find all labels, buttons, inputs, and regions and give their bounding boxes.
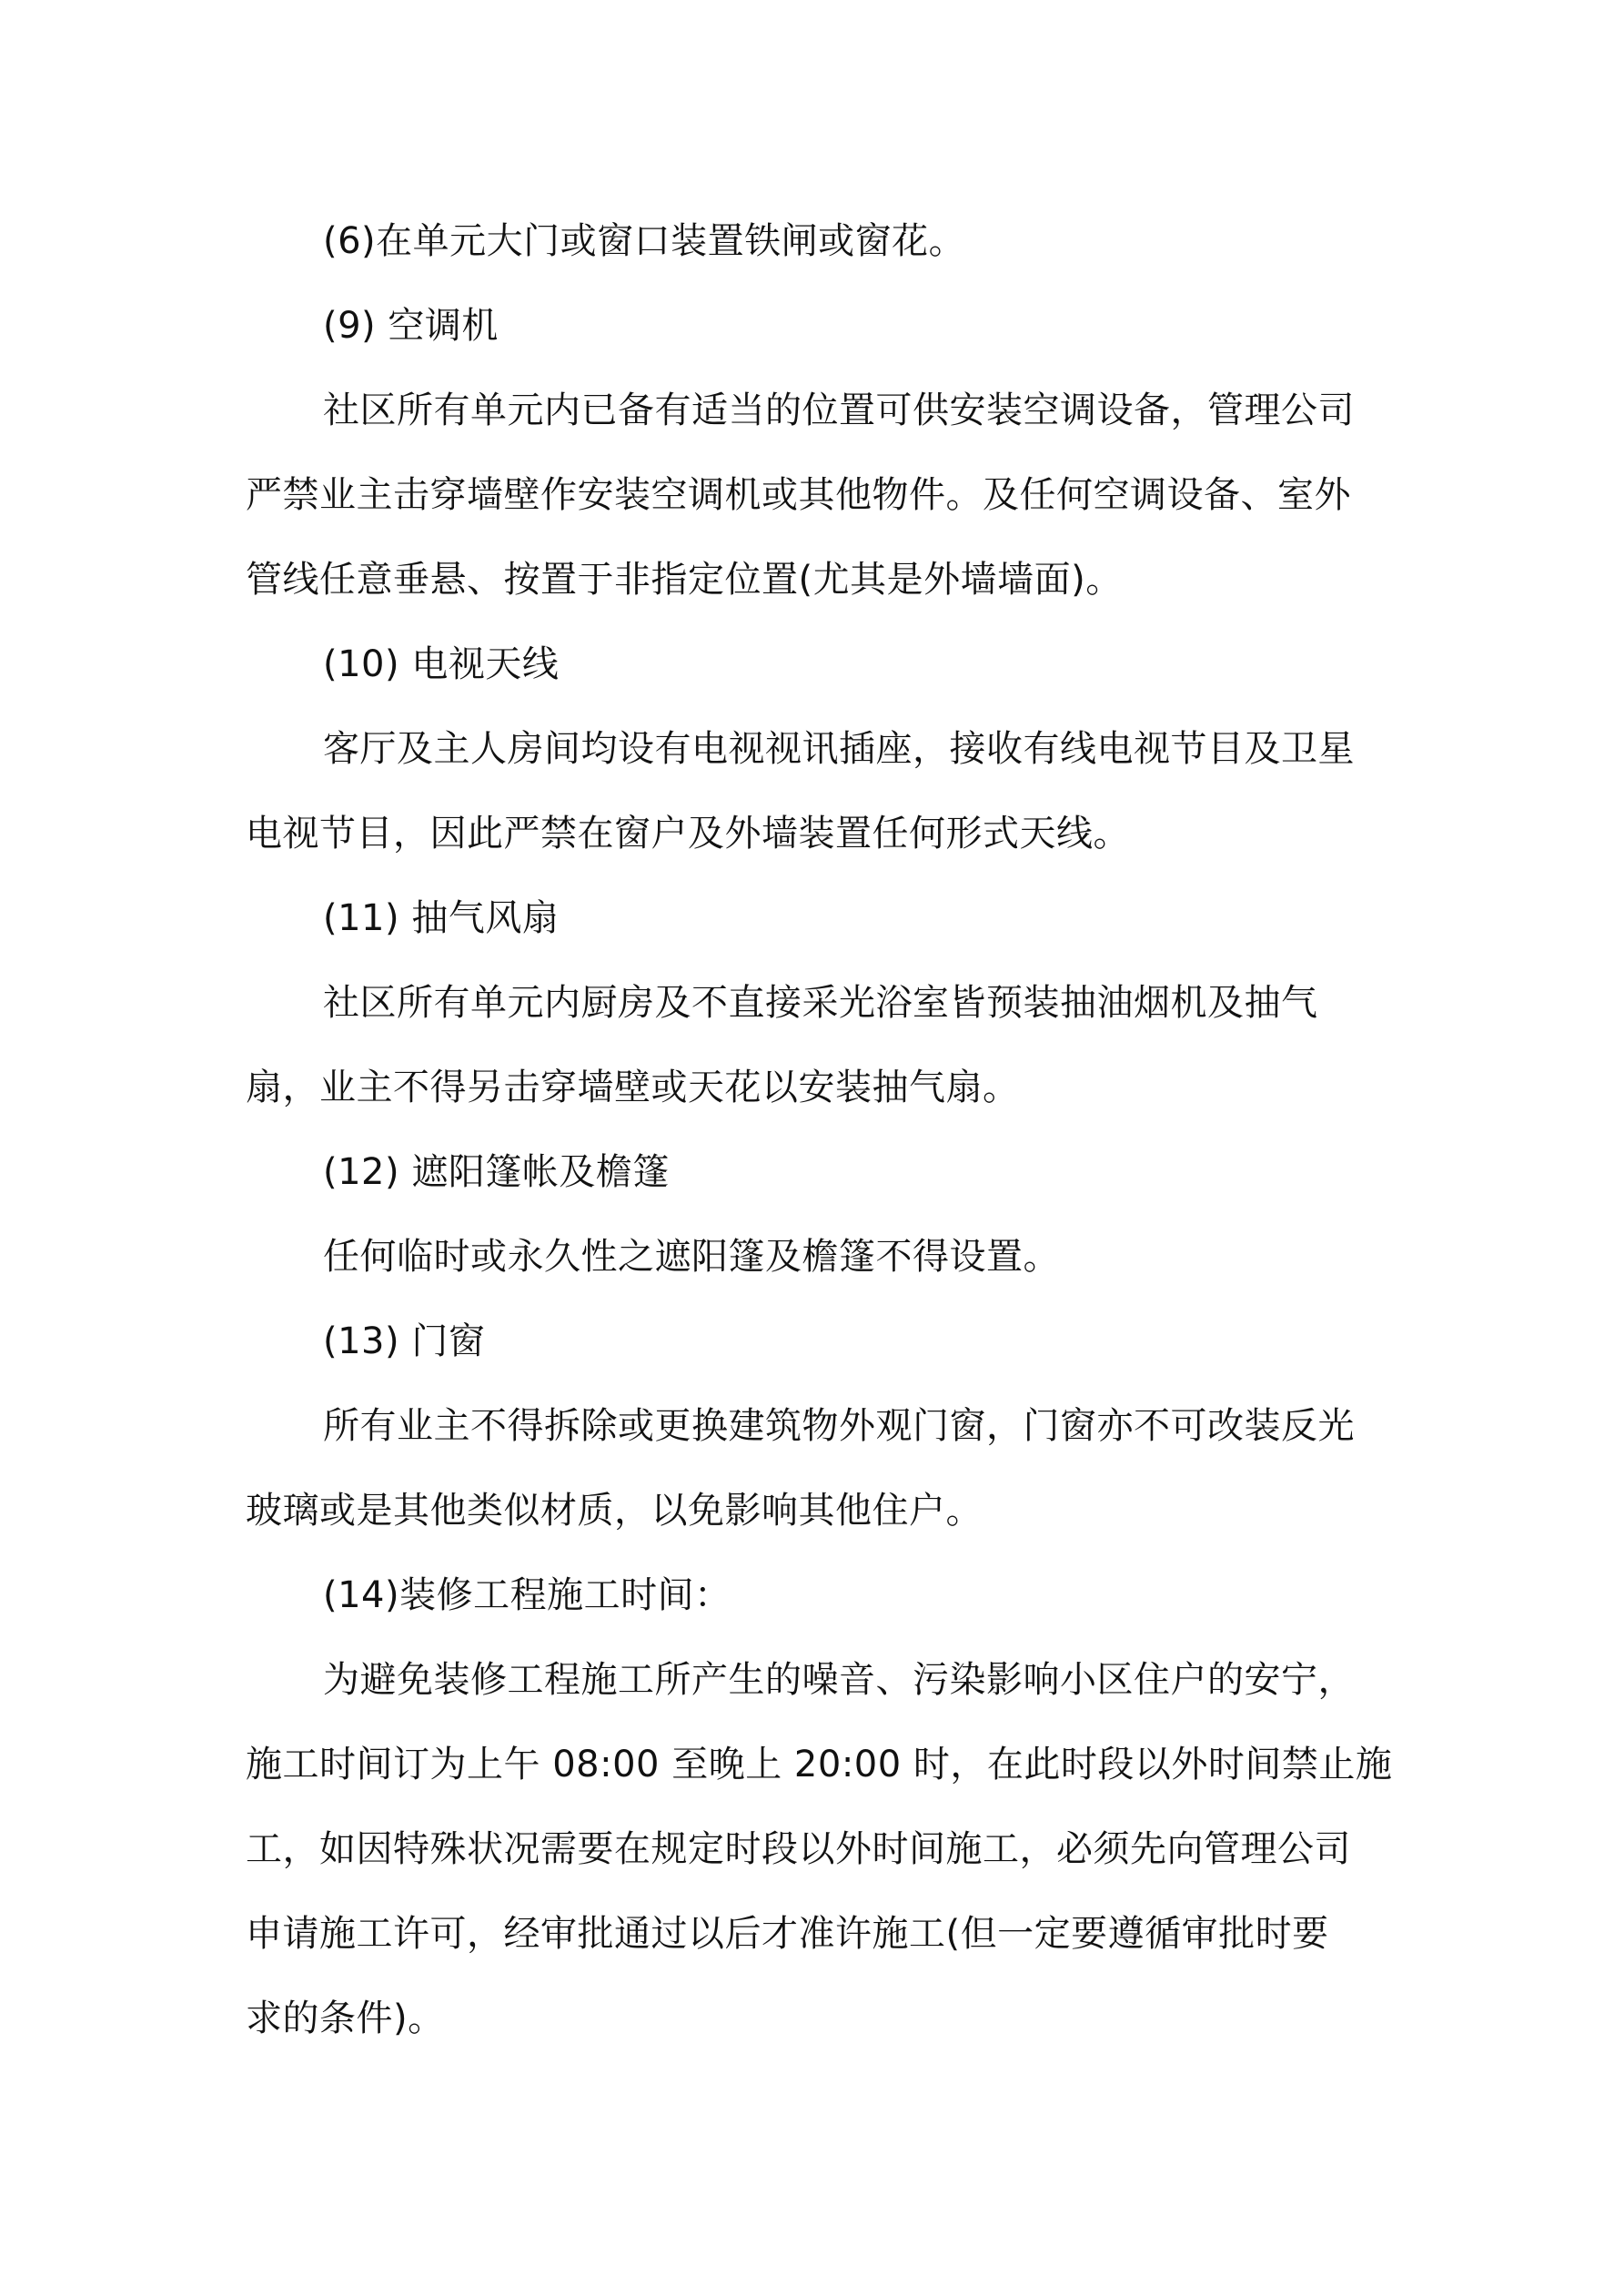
section-heading-air-conditioner: (9) 空调机 [323, 305, 499, 347]
paragraph-line: 扇，业主不得另击穿墙壁或天花以安装抽气扇。 [246, 1067, 1020, 1108]
paragraph-line: 任何临时或永久性之遮阳篷及檐篷不得设置。 [323, 1236, 1060, 1278]
paragraph-line: 社区所有单元内已备有适当的位置可供安装空调设备，管理公司 [323, 389, 1355, 431]
paragraph-line: 工，如因特殊状况需要在规定时段以外时间施工，必须先向管理公司 [246, 1828, 1351, 1870]
paragraph-line: 电视节目，因此严禁在窗户及外墙装置任何形式天线。 [246, 813, 1130, 855]
paragraph-line: 申请施工许可，经审批通过以后才准许施工(但一定要遵循审批时要 [246, 1913, 1329, 1955]
paragraph-line: 管线任意垂悬、按置于非指定位置(尤其是外墙墙面)。 [246, 559, 1123, 601]
section-heading-construction-hours: (14)装修工程施工时间： [323, 1574, 731, 1616]
paragraph-line: 求的条件)。 [246, 1998, 445, 2039]
paragraph-line: 客厅及主人房间均设有电视视讯插座，接收有线电视节目及卫星 [323, 728, 1355, 770]
paragraph-line: 为避免装修工程施工所产生的噪音、污染影响小区住户的安宁， [323, 1659, 1355, 1701]
paragraph-line: 社区所有单元内厨房及不直接采光浴室皆预装抽油烟机及抽气 [323, 982, 1318, 1024]
section-heading-exhaust-fan: (11) 抽气风扇 [323, 897, 560, 939]
paragraph-line: 所有业主不得拆除或更换建筑物外观门窗，门窗亦不可改装反光 [323, 1405, 1355, 1447]
section-heading-awning: (12) 遮阳篷帐及檐篷 [323, 1151, 670, 1193]
section-heading-tv-antenna: (10) 电视天线 [323, 643, 560, 685]
paragraph-line: (6)在单元大门或窗口装置铁闸或窗花。 [323, 220, 966, 262]
section-heading-doors-windows: (13) 门窗 [323, 1320, 486, 1362]
paragraph-line: 玻璃或是其他类似材质，以免影响其他住户。 [246, 1490, 983, 1532]
paragraph-line: 严禁业主击穿墙壁作安装空调机或其他物件。及任何空调设备、室外 [246, 474, 1351, 516]
paragraph-line: 施工时间订为上午 08:00 至晚上 20:00 时，在此时段以外时间禁止施 [246, 1744, 1393, 1785]
